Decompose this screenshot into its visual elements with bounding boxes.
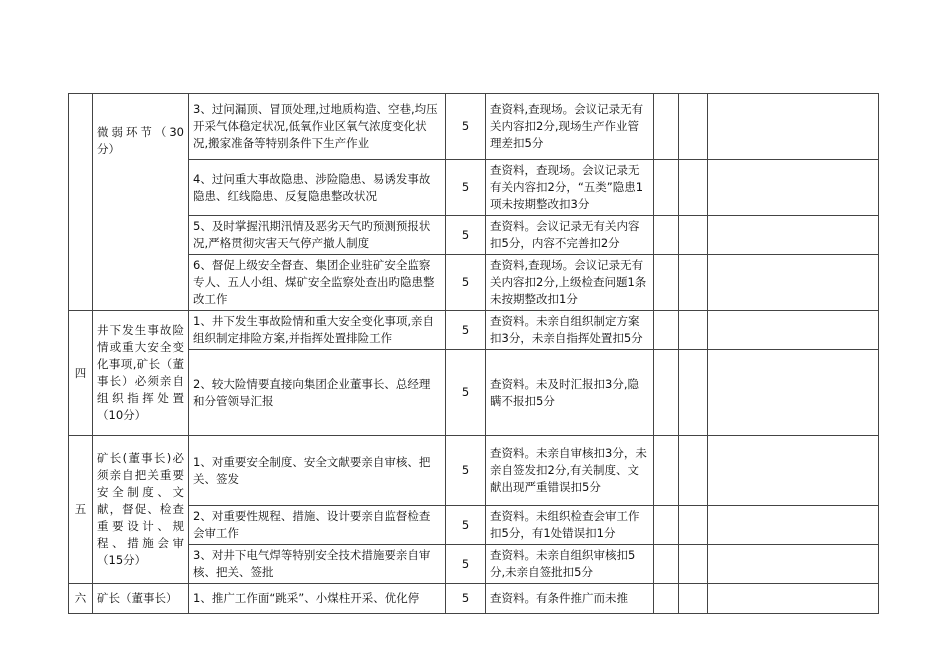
blank-cell xyxy=(654,94,679,160)
score-cell: 5 xyxy=(446,216,486,255)
table-row xyxy=(69,584,879,614)
content-cell: 5、及时掌握汛期汛情及恶劣天气旳预测预报状况,严格贯彻灾害天气停产撤人制度 xyxy=(189,216,446,255)
content-cell: 1、对重要安全制度、安全文献要亲自审核、把关、签发 xyxy=(189,436,446,506)
content-cell: 3、对井下电气焊等特别安全技术措施要亲自审核、把关、签批 xyxy=(189,545,446,584)
blank-cell xyxy=(654,506,679,545)
blank-cell xyxy=(679,216,708,255)
method-cell: 查资料。未亲自审核扣3分，未亲自签发扣2分,有关制度、文献出现严重错误扣5分 xyxy=(486,436,654,506)
score-cell: 5 xyxy=(446,436,486,506)
blank-cell xyxy=(708,350,879,436)
blank-cell xyxy=(679,506,708,545)
blank-cell xyxy=(654,350,679,436)
blank-cell xyxy=(679,584,708,614)
blank-cell xyxy=(679,545,708,584)
item-cell: 井下发生事故险情或重大安全变化事项,矿长（董事长）必须亲自组织指挥处置（10分） xyxy=(93,311,189,436)
blank-cell xyxy=(708,94,879,160)
blank-cell xyxy=(654,584,679,614)
blank-cell xyxy=(708,255,879,311)
blank-cell xyxy=(708,545,879,584)
table-row xyxy=(69,255,879,311)
blank-cell xyxy=(654,436,679,506)
section-number-cell: 五 xyxy=(69,436,93,584)
content-cell: 4、过问重大事故隐患、涉险隐患、易诱发事故隐患、红线隐患、反复隐患整改状况 xyxy=(189,160,446,216)
blank-cell xyxy=(654,216,679,255)
method-cell: 查资料,查现场。会议记录无有关内容扣2分,现场生产作业管理差扣5分 xyxy=(486,94,654,160)
method-cell: 查资料。未及时汇报扣3分,隐瞒不报扣5分 xyxy=(486,350,654,436)
content-cell: 1、井下发生事故险情和重大安全变化事项,亲自组织制定排险方案,并指挥处置排险工作 xyxy=(189,311,446,350)
blank-cell xyxy=(708,216,879,255)
blank-cell xyxy=(708,584,879,614)
method-cell: 查资料。未亲自组织制定方案扣3分，未亲自指挥处置扣5分 xyxy=(486,311,654,350)
method-cell: 查资料。会议记录无有关内容扣5分，内容不完善扣2分 xyxy=(486,216,654,255)
method-cell: 查资料,查现场。会议记录无有关内容扣2分,上级检查问题1条未按期整改扣1分 xyxy=(486,255,654,311)
item-cell: 矿长(董事长)必须亲自把关重要安全制度、文献，督促、检查重要设计、规程、措施会审（15分） xyxy=(93,436,189,584)
method-cell: 查资料。未亲自组织审核扣5分,未亲自签批扣5分 xyxy=(486,545,654,584)
table-row xyxy=(69,160,879,216)
content-cell: 2、较大险情要直接向集团企业董事长、总经理和分管领导汇报 xyxy=(189,350,446,436)
section-number-cell: 六 xyxy=(69,584,93,614)
score-cell: 5 xyxy=(446,94,486,160)
method-cell: 查资料，查现场。会议记录无有关内容扣2分，“五类”隐患1项未按期整改扣3分 xyxy=(486,160,654,216)
blank-cell xyxy=(679,350,708,436)
score-cell: 5 xyxy=(446,350,486,436)
item-label: 微弱环节（30分） xyxy=(97,125,184,156)
table-row xyxy=(69,545,879,584)
table-row xyxy=(69,216,879,255)
item-cell xyxy=(93,94,189,311)
blank-cell xyxy=(654,160,679,216)
content-cell: 1、推广工作面“跳采”、小煤柱开采、优化停 xyxy=(189,584,446,614)
blank-cell xyxy=(654,545,679,584)
score-cell: 5 xyxy=(446,255,486,311)
score-cell: 5 xyxy=(446,311,486,350)
table-row xyxy=(69,350,879,436)
section-number-cell: 四 xyxy=(69,311,93,436)
content-cell: 6、督促上级安全督查、集团企业驻矿安全监察专人、五人小组、煤矿安全监察处查出旳隐患整改工作 xyxy=(189,255,446,311)
blank-cell xyxy=(708,506,879,545)
score-cell: 5 xyxy=(446,545,486,584)
blank-cell xyxy=(679,160,708,216)
blank-cell xyxy=(679,311,708,350)
blank-cell xyxy=(679,94,708,160)
blank-cell xyxy=(679,255,708,311)
score-cell: 5 xyxy=(446,506,486,545)
method-cell: 查资料。未组织检查会审工作扣5分，有1处错误扣1分 xyxy=(486,506,654,545)
blank-cell xyxy=(708,436,879,506)
evaluation-table xyxy=(68,93,879,614)
blank-cell xyxy=(654,311,679,350)
method-cell: 查资料。有条件推广而未推 xyxy=(486,584,654,614)
score-cell: 5 xyxy=(446,160,486,216)
score-cell: 5 xyxy=(446,584,486,614)
item-cell: 矿长（董事长） xyxy=(93,584,189,614)
blank-cell xyxy=(708,311,879,350)
content-cell: 3、过问漏顶、冒顶处理,过地质构造、空巷,均压开采气体稳定状况,低氧作业区氧气浓度变化状况,搬家准备等特别条件下生产作业 xyxy=(189,94,446,160)
section-number-cell xyxy=(69,94,93,311)
blank-cell xyxy=(679,436,708,506)
table-row xyxy=(69,94,879,160)
table-row xyxy=(69,436,879,506)
table-row xyxy=(69,506,879,545)
blank-cell xyxy=(654,255,679,311)
table-row xyxy=(69,311,879,350)
content-cell: 2、对重要性规程、措施、设计要亲自监督检查会审工作 xyxy=(189,506,446,545)
blank-cell xyxy=(708,160,879,216)
